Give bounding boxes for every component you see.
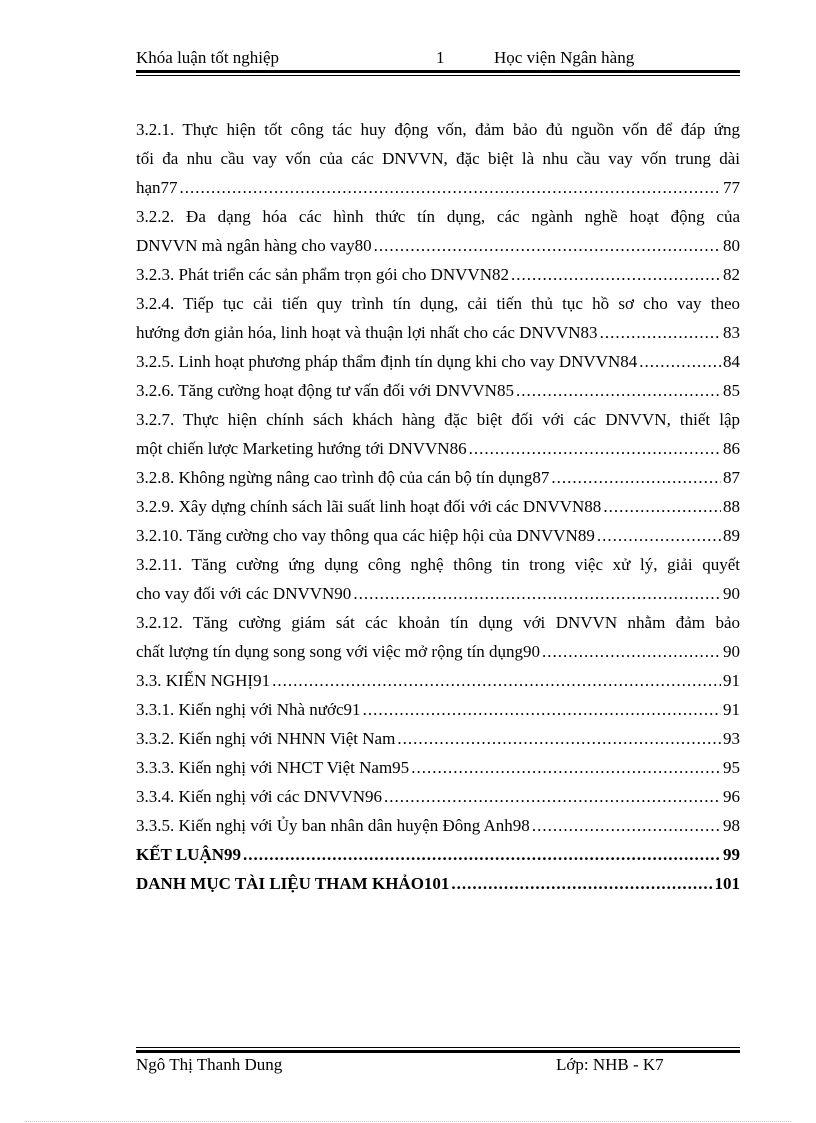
toc-entry-line: 3.2.12. Tăng cường giám sát các khoản tín dụng với DNVVN nhằm đảm bảo	[136, 613, 740, 632]
toc-entry[interactable]	[136, 260, 740, 289]
header-rule	[136, 70, 740, 73]
dot-leader	[353, 579, 721, 608]
toc-entry[interactable]	[136, 289, 740, 347]
toc-entry-line: 3.2.1. Thực hiện tốt công tác huy động vốn, đảm bảo đủ nguồn vốn để đáp ứng	[136, 120, 740, 139]
toc-entry-line: tối đa nhu cầu vay vốn của các DNVVN, đặc biệt là nhu cầu vay vốn trung dài	[136, 149, 740, 168]
toc-page-number: 91	[723, 700, 740, 719]
toc-entry[interactable]	[136, 492, 740, 521]
dot-leader	[603, 492, 721, 521]
dot-leader	[180, 173, 721, 202]
toc-entry-title: 3.3.3. Kiến nghị với NHCT Việt Nam95	[136, 758, 410, 777]
header-title: Khóa luận tốt nghiệp	[136, 48, 280, 67]
toc-page-number: 80	[723, 236, 740, 255]
toc-entry-title: 3.3.4. Kiến nghị với các DNVVN96	[136, 787, 383, 806]
toc-page-number: 82	[723, 265, 740, 284]
toc-page-number: 96	[723, 787, 740, 806]
toc-entry[interactable]	[136, 376, 740, 405]
toc-entry[interactable]	[136, 724, 740, 753]
toc-entry[interactable]	[136, 550, 740, 608]
toc-page-number: 83	[723, 323, 740, 342]
toc-page-number: 93	[723, 729, 740, 748]
toc-entry[interactable]	[136, 753, 740, 782]
toc-entry-title: chất lượng tín dụng song song với việc mở rộng tín dụng90	[136, 642, 541, 661]
toc-page-number: 89	[723, 526, 740, 545]
toc-entry[interactable]	[136, 463, 740, 492]
toc-entry[interactable]	[136, 115, 740, 202]
toc-entry[interactable]	[136, 811, 740, 840]
toc-page-number: 95	[723, 758, 740, 777]
toc-entry-title: 3.3.5. Kiến nghị với Ủy ban nhân dân huyện Đông Anh98	[136, 816, 530, 835]
toc-entry-title: 3.2.8. Không ngừng nâng cao trình độ của cán bộ tín dụng87	[136, 468, 550, 487]
toc-entry-title: DANH MỤC TÀI LIỆU THAM KHẢO101	[136, 874, 450, 893]
dot-leader	[272, 666, 721, 695]
header-institution: Học viện Ngân hàng	[494, 48, 635, 67]
dot-leader	[600, 318, 721, 347]
toc-entry-title: KẾT LUẬN99	[136, 845, 242, 864]
footer-class: Lớp: NHB - K7	[556, 1055, 664, 1074]
toc-entry[interactable]	[136, 782, 740, 811]
header-page-number: 1	[436, 48, 445, 67]
footer-rule-thin	[136, 1047, 740, 1048]
toc-entry[interactable]	[136, 666, 740, 695]
toc-page-number: 91	[723, 671, 740, 690]
toc-entry[interactable]	[136, 405, 740, 463]
toc-page-number: 86	[723, 439, 740, 458]
toc-entry-title: một chiến lược Marketing hướng tới DNVVN86	[136, 439, 467, 458]
toc-entry-line: 3.2.2. Đa dạng hóa các hình thức tín dụng, các ngành nghề hoạt động của	[136, 207, 740, 226]
toc-entry-title: 3.3.2. Kiến nghị với NHNN Việt Nam	[136, 729, 396, 748]
dot-leader	[532, 811, 721, 840]
dot-leader	[411, 753, 721, 782]
toc-entry-title: 3.3.1. Kiến nghị với Nhà nước91	[136, 700, 361, 719]
toc-entry[interactable]	[136, 202, 740, 260]
toc-page-number: 88	[723, 497, 740, 516]
dot-leader	[542, 637, 721, 666]
toc-entry-title: 3.2.3. Phát triển các sản phẩm trọn gói cho DNVVN82	[136, 265, 509, 284]
toc-entry-title: DNVVN mà ngân hàng cho vay80	[136, 236, 372, 255]
toc-entry[interactable]	[136, 521, 740, 550]
toc-page-number: 85	[723, 381, 740, 400]
toc-entry-title: 3.2.9. Xây dựng chính sách lãi suất linh hoạt đối với các DNVVN88	[136, 497, 602, 516]
dot-leader	[469, 434, 721, 463]
toc-page-number: 99	[723, 845, 740, 864]
toc-entry-line: 3.2.4. Tiếp tục cải tiến quy trình tín dụng, cải tiến thủ tục hồ sơ cho vay theo	[136, 294, 740, 313]
toc-entry-title: cho vay đối với các DNVVN90	[136, 584, 352, 603]
dot-leader	[374, 231, 721, 260]
toc-entry[interactable]	[136, 840, 740, 869]
toc-entry-title: 3.2.10. Tăng cường cho vay thông qua các hiệp hội của DNVVN89	[136, 526, 595, 545]
toc-page-number: 101	[714, 874, 740, 893]
table-of-contents	[136, 115, 740, 898]
dot-leader	[243, 840, 721, 869]
toc-entry-title: 3.2.6. Tăng cường hoạt động tư vấn đối với DNVVN85	[136, 381, 514, 400]
page-header	[136, 48, 740, 70]
toc-page-number: 84	[723, 352, 740, 371]
dot-leader	[384, 782, 721, 811]
dot-leader	[451, 869, 712, 898]
toc-entry[interactable]	[136, 869, 740, 898]
toc-page-number: 87	[723, 468, 740, 487]
dot-leader	[597, 521, 721, 550]
toc-page-number: 90	[723, 642, 740, 661]
toc-entry-title: 3.3. KIẾN NGHỊ91	[136, 671, 271, 690]
toc-entry-title: 3.2.5. Linh hoạt phương pháp thẩm định tín dụng khi cho vay DNVVN84	[136, 352, 638, 371]
toc-entry[interactable]	[136, 347, 740, 376]
toc-page-number: 98	[723, 816, 740, 835]
toc-entry-line: 3.2.11. Tăng cường ứng dụng công nghệ thông tin trong việc xử lý, giải quyết	[136, 555, 740, 574]
toc-entry-title: hướng đơn giản hóa, linh hoạt và thuận lợi nhất cho các DNVVN83	[136, 323, 598, 342]
toc-entry[interactable]	[136, 608, 740, 666]
toc-entry[interactable]	[136, 695, 740, 724]
dot-leader	[511, 260, 721, 289]
toc-page-number: 77	[723, 178, 740, 197]
page-edge	[25, 1121, 791, 1122]
dot-leader	[639, 347, 721, 376]
toc-page-number: 90	[723, 584, 740, 603]
footer-author: Ngô Thị Thanh Dung	[136, 1055, 283, 1074]
footer-rule	[136, 1050, 740, 1053]
toc-entry-line: 3.2.7. Thực hiện chính sách khách hàng đặc biệt đối với các DNVVN, thiết lập	[136, 410, 740, 429]
dot-leader	[516, 376, 721, 405]
dot-leader	[551, 463, 721, 492]
toc-entry-title: hạn77	[136, 178, 178, 197]
dot-leader	[397, 724, 721, 753]
dot-leader	[363, 695, 721, 724]
header-rule-thin	[136, 75, 740, 76]
